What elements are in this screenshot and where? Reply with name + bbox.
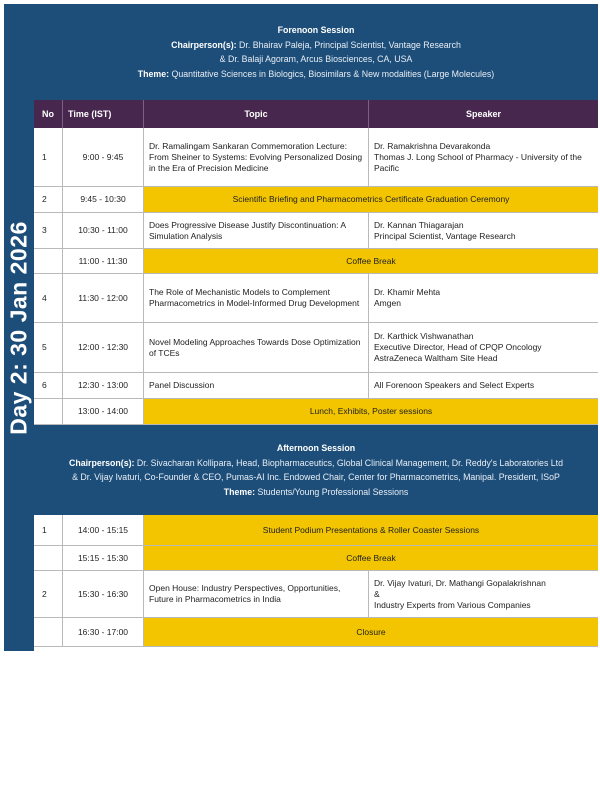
chair-label: Chairperson(s): (68, 457, 135, 468)
day-sidebar (4, 4, 34, 651)
row-topic: Dr. Ramalingam Sankaran Commemoration Lecture: From Sheiner to Systems: Evolving Personalized Dosing in the Era of Precision Medicine (144, 128, 369, 186)
row-event: Coffee Break (144, 249, 598, 273)
row-no: 3 (34, 213, 63, 248)
table-row (34, 128, 598, 187)
row-time: 9:45 - 10:30 (63, 187, 144, 212)
table-row (34, 187, 598, 213)
theme-text: Students/Young Professional Sessions (255, 486, 409, 497)
row-event: Student Podium Presentations & Roller Coaster Sessions (144, 515, 598, 545)
table-row (34, 618, 598, 647)
row-time: 12:00 - 12:30 (63, 323, 144, 372)
table-row (34, 515, 598, 546)
chairperson-line (38, 38, 594, 53)
chair-names-cont: & Dr. Balaji Agoram, Arcus Biosciences, CA, USA (219, 54, 413, 64)
header-speaker: Speaker (465, 109, 502, 119)
row-no: 2 (34, 187, 63, 212)
row-speaker: Dr. Kannan Thiagarajan Principal Scientist, Vantage Research (369, 213, 598, 248)
row-topic: The Role of Mechanistic Models to Complement Pharmacometrics in Model-Informed Drug Development (144, 274, 369, 322)
forenoon-session-header (34, 4, 598, 100)
row-no: 1 (34, 515, 63, 545)
row-time: 11:00 - 11:30 (63, 249, 144, 273)
header-topic: Topic (144, 100, 369, 128)
agenda-table (4, 4, 598, 651)
table-row (34, 213, 598, 249)
agenda-main (34, 4, 598, 651)
chair-names: Dr. Bhairav Paleja, Principal Scientist, Vantage Research (236, 39, 461, 50)
row-time: 11:30 - 12:00 (63, 274, 144, 322)
row-no: 6 (34, 373, 63, 398)
row-event: Lunch, Exhibits, Poster sessions (144, 399, 598, 424)
row-speaker: Dr. Ramakrishna Devarakonda Thomas J. Long School of Pharmacy - University of the Pacific (369, 128, 598, 186)
theme-text: Quantitative Sciences in Biologics, Biosimilars & New modalities (Large Molecules) (169, 68, 495, 79)
theme-label: Theme: (137, 68, 170, 79)
row-no (34, 546, 63, 570)
session-title: Afternoon Session (276, 443, 356, 453)
row-event: Closure (144, 618, 598, 646)
table-row (34, 399, 598, 425)
row-no (34, 399, 63, 424)
row-topic: Open House: Industry Perspectives, Opportunities, Future in Pharmacometrics in India (144, 571, 369, 617)
row-no (34, 249, 63, 273)
table-row (34, 274, 598, 323)
header-time: Time (IST) (63, 100, 144, 128)
row-topic: Novel Modeling Approaches Towards Dose Optimization of TCEs (144, 323, 369, 372)
row-no: 1 (34, 128, 63, 186)
table-row (34, 546, 598, 571)
row-time: 10:30 - 11:00 (63, 213, 144, 248)
row-speaker: Dr. Khamir Mehta Amgen (369, 274, 598, 322)
row-time: 15:30 - 16:30 (63, 571, 144, 617)
chairperson-line (38, 456, 594, 471)
row-topic: Panel Discussion (144, 373, 369, 398)
row-speaker: All Forenoon Speakers and Select Experts (369, 373, 598, 398)
theme-line (38, 485, 594, 500)
theme-line (38, 67, 594, 82)
row-time: 9:00 - 9:45 (63, 128, 144, 186)
row-time: 15:15 - 15:30 (63, 546, 144, 570)
row-no: 5 (34, 323, 63, 372)
table-row (34, 571, 598, 618)
row-event: Coffee Break (144, 546, 598, 570)
chair-names-cont: & Dr. Vijay Ivaturi, Co-Founder & CEO, Pumas-AI Inc. Endowed Chair, Center for Pharmacometrics, Manipal. President, ISoP (72, 472, 560, 482)
chair-label: Chairperson(s): (171, 39, 237, 50)
table-row (34, 249, 598, 274)
theme-label: Theme: (223, 486, 256, 497)
table-row (34, 323, 598, 373)
row-speaker: Dr. Vijay Ivaturi, Dr. Mathangi Gopalakrishnan & Industry Experts from Various Companies (369, 571, 598, 617)
row-time: 14:00 - 15:15 (63, 515, 144, 545)
day-label: Day 2: 30 Jan 2026 (5, 220, 32, 435)
table-row (34, 373, 598, 399)
row-time: 13:00 - 14:00 (63, 399, 144, 424)
row-time: 16:30 - 17:00 (63, 618, 144, 646)
header-no: No (34, 100, 63, 128)
session-title: Forenoon Session (277, 25, 355, 35)
row-no: 4 (34, 274, 63, 322)
row-no: 2 (34, 571, 63, 617)
table-header (34, 100, 598, 128)
row-time: 12:30 - 13:00 (63, 373, 144, 398)
chair-names: Dr. Sivacharan Kollipara, Head, Biopharmaceutics, Global Clinical Management, Dr. Reddy's Laboratories Ltd (134, 457, 564, 468)
row-no (34, 618, 63, 646)
row-topic: Does Progressive Disease Justify Discontinuation: A Simulation Analysis (144, 213, 369, 248)
row-speaker: Dr. Karthick Vishwanathan Executive Director, Head of CPQP Oncology AstraZeneca Waltham Site Head (369, 323, 598, 372)
row-event: Scientific Briefing and Pharmacometrics Certificate Graduation Ceremony (144, 187, 598, 212)
afternoon-session-header (34, 425, 598, 515)
